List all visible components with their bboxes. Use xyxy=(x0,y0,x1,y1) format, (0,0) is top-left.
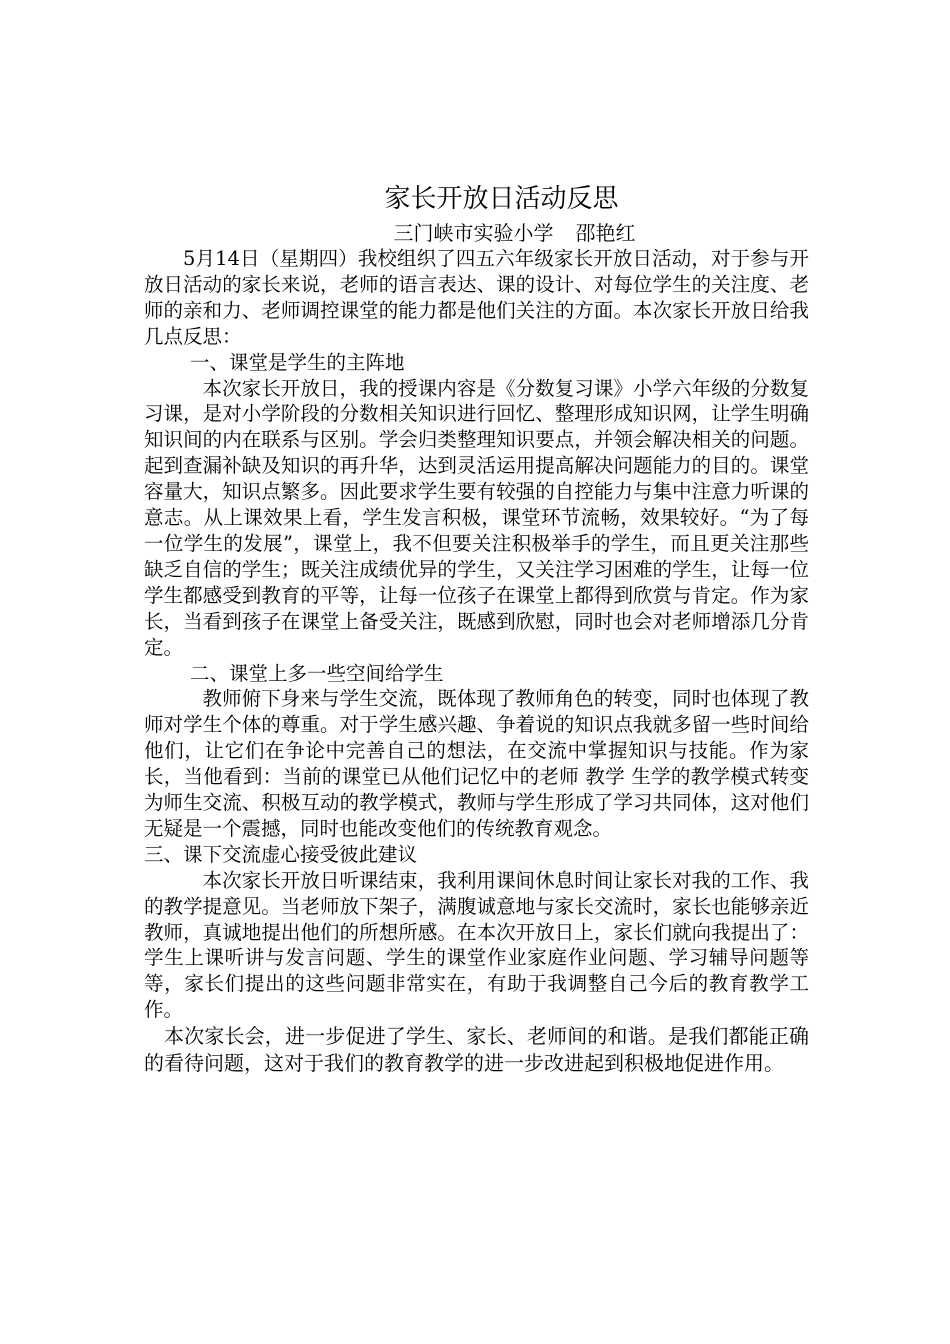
author-name: 邵艳红 xyxy=(575,221,636,245)
document-title: 家长开放日活动反思 xyxy=(384,184,619,214)
section2-heading: 二、课堂上多一些空间给学生 xyxy=(190,661,444,685)
section1-paragraph: 本次家长开放日，我的授课内容是《分数复习课》小学六年级的分数复习课，是对小学阶段的分数相关知识进行回忆、整理形成知识网，让学生明确知识间的内在联系与区别。学会归类整理知识要点，并领会解决相关的问题。起到查漏补缺及知识的再升华，达到灵活运用提高解决问题能力的目的。课堂容量大，知识点繁多。因此要求学生要有较强的自控能力与集中注意力听课的意志。从上课效果上看，学生发言积极，课堂环节流畅，效果较好。“为了每一位学生的发展”，课堂上，我不但要关注积极举手的学生，而且更关注那些缺乏自信的学生；既关注成绩优异的学生，又关注学习困难的学生，让每一位学生都感受到教育的平等，让每一位孩子在课堂上都得到欣赏与肯定。作为家长，当看到孩子在课堂上备受关注，既感到欣慰，同时也会对老师增添几分肯定。 xyxy=(144,376,809,659)
author-line xyxy=(144,220,809,246)
section3-paragraph: 本次家长开放日听课结束，我利用课间休息时间让家长对我的工作、我的教学提意见。当老师放下架子，满腹诚意地与家长交流时，家长也能够亲近教师，真诚地提出他们的所想所感。在本次开放日上，家长们就向我提出了：学生上课听讲与发言问题、学生的课堂作业家庭作业问题、学习辅导问题等等，家长们提出的这些问题非常实在，有助于我调整自己今后的教育教学工作。 xyxy=(144,868,809,1022)
section3-heading: 三、课下交流虚心接受彼此建议 xyxy=(144,842,418,866)
section2-paragraph: 教师俯下身来与学生交流，既体现了教师角色的转变，同时也体现了教师对学生个体的尊重。对于学生感兴趣、争着说的知识点我就多留一些时间给他们，让它们在争论中完善自己的想法，在交流中掌握知识与技能。作为家长，当他看到：当前的课堂已从他们记忆中的老师 教学 生学的教学模式转变为师生交流、积极互动的教学模式，教师与学生形成了学习共同体，这对他们无疑是一个震撼，同时也能改变他们的传统教育观念。 xyxy=(144,687,809,840)
closing-paragraph: 本次家长会，进一步促进了学生、家长、老师间的和谐。是我们都能正确的看待问题，这对于我们的教育教学的进一步改进起到积极地促进作用。 xyxy=(144,1024,809,1075)
school-name: 三门峡市实验小学 xyxy=(393,221,554,245)
intro-paragraph: 5月14日（星期四）我校组织了四五六年级家长开放日活动，对于参与开放日活动的家长来说，老师的语言表达、课的设计、对每位学生的关注度、老师的亲和力、老师调控课堂的能力都是他们关注的方面。本次家长开放日给我几点反思： xyxy=(144,247,809,348)
section1-heading: 一、课堂是学生的主阵地 xyxy=(190,350,405,374)
document-body xyxy=(144,182,809,1076)
